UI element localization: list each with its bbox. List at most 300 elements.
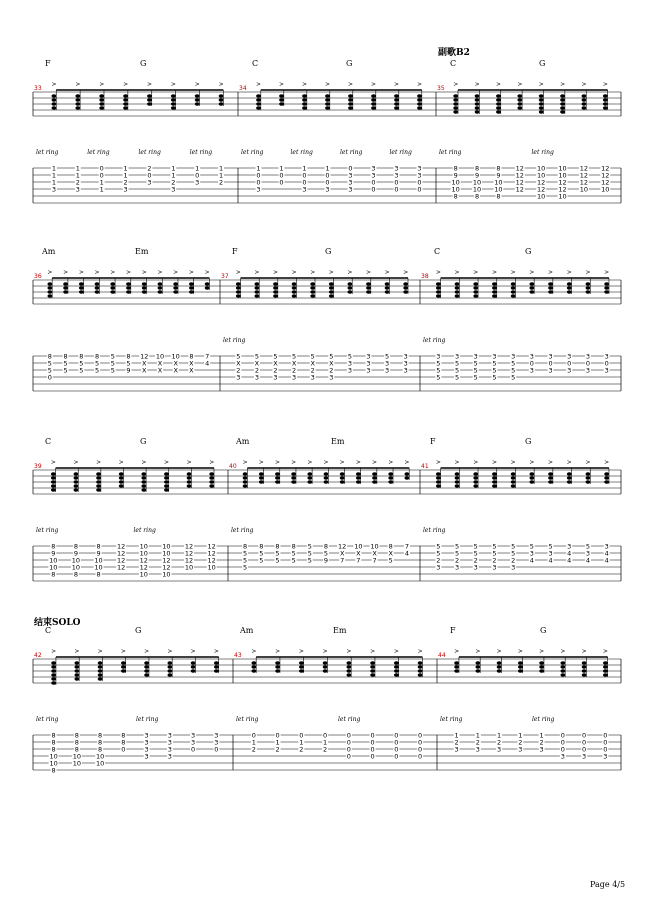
fret-number: 5 <box>243 563 248 572</box>
fret-number: 12 <box>140 352 149 361</box>
fret-number: 7 <box>340 556 345 565</box>
notehead <box>51 677 56 680</box>
accent-mark: > <box>560 81 566 88</box>
notehead <box>209 480 214 483</box>
fret-number: 8 <box>74 745 79 754</box>
fret-number: 5 <box>126 359 131 368</box>
fret-number: X <box>356 549 361 558</box>
notehead <box>517 94 522 97</box>
notehead <box>219 94 224 97</box>
notehead <box>324 472 329 475</box>
fret-number: 5 <box>473 549 478 558</box>
fret-number: 3 <box>366 352 371 361</box>
notehead <box>51 488 56 491</box>
notehead <box>511 472 516 475</box>
notehead <box>299 669 304 672</box>
notehead <box>436 294 441 297</box>
fret-number: 0 <box>394 745 399 754</box>
fret-number: 0 <box>371 178 376 187</box>
fret-number: 5 <box>511 542 516 551</box>
fret-number: 10 <box>95 752 105 761</box>
notehead <box>586 480 591 483</box>
accent-mark: > <box>302 81 308 88</box>
accent-mark: > <box>474 81 480 88</box>
accent-mark: > <box>47 269 53 276</box>
notehead <box>167 665 172 668</box>
fret-number: 3 <box>436 563 441 572</box>
accent-mark: > <box>63 269 69 276</box>
notehead <box>142 282 147 285</box>
fret-number: X <box>339 549 345 558</box>
fret-number: 0 <box>346 731 351 740</box>
fret-number: 12 <box>601 171 610 180</box>
accent-mark: > <box>144 648 150 655</box>
fret-number: 5 <box>292 352 297 361</box>
notehead <box>310 290 315 293</box>
fret-number: 2 <box>236 366 241 375</box>
notehead <box>548 290 553 293</box>
let-ring-label: let ring <box>340 149 363 156</box>
notehead <box>329 286 334 289</box>
fret-number: 5 <box>275 556 280 565</box>
page-number: Page 4/5 <box>590 880 626 889</box>
notehead <box>275 665 280 668</box>
notehead <box>372 476 377 479</box>
fret-number: 3 <box>492 352 497 361</box>
notehead <box>496 98 501 101</box>
accent-mark: > <box>539 648 545 655</box>
fret-number: 5 <box>454 359 460 368</box>
fret-number: 0 <box>548 359 553 368</box>
notehead <box>454 669 459 672</box>
fret-number: 8 <box>98 745 103 754</box>
fret-number: 3 <box>75 185 80 194</box>
notehead <box>74 673 79 676</box>
fret-number: 2 <box>497 738 502 747</box>
notehead <box>539 110 544 113</box>
notehead <box>403 290 408 293</box>
notehead <box>47 294 52 297</box>
notehead <box>473 282 478 285</box>
fret-number: 10 <box>451 178 460 187</box>
fret-number: 0 <box>47 373 52 382</box>
fret-number: 9 <box>474 171 480 180</box>
notehead <box>560 673 565 676</box>
fret-number: 10 <box>49 759 58 768</box>
notehead <box>603 665 608 668</box>
accent-mark: > <box>366 269 372 276</box>
notehead <box>340 480 345 483</box>
notehead <box>96 476 101 479</box>
fret-number: 2 <box>147 164 152 173</box>
section-label-chorus-b2: 副歌B2 <box>438 48 470 58</box>
fret-number: 1 <box>302 164 307 173</box>
notehead <box>243 484 248 487</box>
fret-number: 3 <box>144 745 149 754</box>
fret-number: 8 <box>453 164 458 173</box>
fret-number: 0 <box>394 178 399 187</box>
fret-number: 0 <box>585 359 591 368</box>
accent-mark: > <box>495 81 501 88</box>
notehead <box>436 476 441 479</box>
fret-number: 5 <box>259 549 264 558</box>
notehead <box>496 94 501 97</box>
measure-number: 36 <box>34 273 42 280</box>
notehead <box>189 282 194 285</box>
notehead <box>96 480 101 483</box>
notehead <box>191 669 196 672</box>
accent-mark: > <box>585 459 591 466</box>
notehead <box>604 282 609 285</box>
fret-number: 5 <box>310 352 315 361</box>
notehead <box>529 476 534 479</box>
fret-number: 5 <box>110 366 115 375</box>
notehead <box>517 98 522 101</box>
accent-mark: > <box>475 648 481 655</box>
fret-number: 12 <box>579 171 589 180</box>
notehead <box>529 282 534 285</box>
notehead <box>604 472 609 475</box>
let-ring-label: let ring <box>136 716 159 723</box>
notehead <box>529 290 534 293</box>
notehead <box>582 673 587 676</box>
notehead <box>255 290 260 293</box>
accent-mark: > <box>581 81 587 88</box>
fret-number: 2 <box>329 366 334 375</box>
fret-number: 3 <box>348 178 353 187</box>
fret-number: 2 <box>454 556 460 565</box>
notehead <box>529 286 534 289</box>
accent-mark: > <box>99 81 105 88</box>
fret-number: 3 <box>214 731 219 740</box>
notehead <box>366 282 371 285</box>
fret-number: 8 <box>63 352 68 361</box>
notehead <box>126 282 131 285</box>
notehead <box>560 94 565 97</box>
fret-number: 10 <box>537 192 546 201</box>
notehead <box>517 102 522 105</box>
notehead <box>455 282 460 285</box>
accent-mark: > <box>78 269 84 276</box>
fret-number: 3 <box>497 745 502 754</box>
fret-number: 9 <box>126 366 131 375</box>
fret-number: X <box>329 359 334 368</box>
accent-mark: > <box>97 648 103 655</box>
accent-mark: > <box>393 648 399 655</box>
fret-number: 3 <box>310 373 315 382</box>
fret-number: 3 <box>366 366 371 375</box>
accent-mark: > <box>585 269 591 276</box>
fret-number: 0 <box>325 171 330 180</box>
fret-number: 0 <box>560 745 565 754</box>
notehead <box>346 661 351 664</box>
notehead <box>119 476 124 479</box>
chord-name: G <box>325 247 332 256</box>
fret-number: 7 <box>372 556 377 565</box>
notehead <box>454 665 459 668</box>
fret-number: X <box>236 359 241 368</box>
fret-number: 12 <box>515 171 524 180</box>
fret-number: 0 <box>582 745 587 754</box>
accent-mark: > <box>403 269 409 276</box>
notehead <box>75 98 80 101</box>
notehead <box>539 102 544 105</box>
fret-number: 12 <box>207 556 216 565</box>
fret-number: 5 <box>79 366 84 375</box>
accent-mark: > <box>186 459 192 466</box>
accent-mark: > <box>566 459 572 466</box>
accent-mark: > <box>75 81 81 88</box>
accent-mark: > <box>242 459 248 466</box>
fret-number: 3 <box>529 352 534 361</box>
accent-mark: > <box>517 81 523 88</box>
accent-mark: > <box>167 648 173 655</box>
notehead <box>372 472 377 475</box>
notehead <box>51 480 56 483</box>
fret-number: 3 <box>417 164 422 173</box>
fret-number: 8 <box>96 570 101 579</box>
fret-number: 1 <box>99 178 104 187</box>
notehead <box>492 480 497 483</box>
fret-number: 10 <box>472 178 482 187</box>
notehead <box>539 669 544 672</box>
notehead <box>492 484 497 487</box>
notehead <box>348 98 353 101</box>
notehead <box>455 290 460 293</box>
fret-number: 5 <box>273 352 278 361</box>
notehead <box>275 480 280 483</box>
notehead <box>418 665 423 668</box>
notehead <box>302 94 307 97</box>
notehead <box>455 294 460 297</box>
fret-number: 3 <box>347 366 352 375</box>
notehead <box>141 488 146 491</box>
notehead <box>371 98 376 101</box>
accent-mark: > <box>126 269 132 276</box>
chord-name: C <box>45 437 52 446</box>
notehead <box>173 286 178 289</box>
notehead <box>394 669 399 672</box>
fret-number: 0 <box>418 731 423 740</box>
notehead <box>370 661 375 664</box>
fret-number: 3 <box>567 366 572 375</box>
notehead <box>141 472 146 475</box>
notehead <box>189 286 194 289</box>
notehead <box>167 661 172 664</box>
notehead <box>582 98 587 101</box>
notehead <box>356 480 361 483</box>
notehead <box>325 98 330 101</box>
accent-mark: > <box>50 459 56 466</box>
fret-number: 12 <box>515 164 524 173</box>
notehead <box>98 677 103 680</box>
notehead <box>74 476 79 479</box>
fret-number: 5 <box>254 352 259 361</box>
fret-number: 0 <box>603 745 608 754</box>
notehead <box>394 673 399 676</box>
notehead <box>497 661 502 664</box>
fret-number: 5 <box>347 352 352 361</box>
notehead <box>394 94 399 97</box>
fret-number: 3 <box>454 563 460 572</box>
notehead <box>79 290 84 293</box>
fret-number: 5 <box>110 352 115 361</box>
fret-number: 3 <box>454 745 459 754</box>
fret-number: 3 <box>518 745 523 754</box>
notehead <box>582 102 587 105</box>
fret-number: 1 <box>123 164 128 173</box>
accent-mark: > <box>372 459 378 466</box>
fret-number: 0 <box>346 745 351 754</box>
let-ring-label: let ring <box>423 337 446 344</box>
fret-number: 5 <box>291 556 296 565</box>
fret-number: 3 <box>394 171 399 180</box>
notehead <box>189 290 194 293</box>
fret-number: 0 <box>346 738 351 747</box>
notehead <box>74 669 79 672</box>
notehead <box>255 282 260 285</box>
fret-number: 8 <box>51 745 56 754</box>
fret-number: 1 <box>323 738 328 747</box>
notehead <box>539 94 544 97</box>
chord-name: Am <box>42 247 56 256</box>
notehead <box>205 282 210 285</box>
accent-mark: > <box>218 81 224 88</box>
fret-number: 7 <box>404 542 409 551</box>
notehead <box>292 290 297 293</box>
fret-number: 8 <box>453 192 458 201</box>
measure-number: 38 <box>421 273 429 280</box>
notehead <box>209 476 214 479</box>
notehead <box>603 102 608 105</box>
notehead <box>141 480 146 483</box>
notehead <box>548 472 553 475</box>
notehead <box>324 476 329 479</box>
fret-number: 1 <box>475 731 480 740</box>
notehead <box>310 282 315 285</box>
notehead <box>394 102 399 105</box>
notehead <box>418 661 423 664</box>
fret-number: 2 <box>511 556 516 565</box>
fret-number: 1 <box>51 171 57 180</box>
fret-number: 8 <box>98 738 103 747</box>
accent-mark: > <box>323 459 329 466</box>
fret-number: 3 <box>371 171 376 180</box>
let-ring-label: let ring <box>36 149 59 156</box>
notehead <box>586 282 591 285</box>
notehead <box>187 472 192 475</box>
fret-number: 12 <box>207 549 216 558</box>
fret-number: 8 <box>189 352 194 361</box>
notehead <box>121 665 126 668</box>
accent-mark: > <box>454 459 460 466</box>
fret-number: 1 <box>299 738 304 747</box>
fret-number: 10 <box>71 556 81 565</box>
fret-number: 0 <box>417 185 422 194</box>
fret-number: 4 <box>585 556 591 565</box>
fret-number: 4 <box>404 549 409 558</box>
fret-number: 1 <box>256 164 261 173</box>
fret-number: 12 <box>338 542 347 551</box>
fret-number: 3 <box>492 563 497 572</box>
notehead <box>209 484 214 487</box>
fret-number: 5 <box>454 366 460 375</box>
accent-mark: > <box>454 269 460 276</box>
notehead <box>171 102 176 105</box>
fret-number: 12 <box>515 178 524 187</box>
notehead <box>560 669 565 672</box>
chord-name: G <box>346 59 353 68</box>
notehead <box>74 472 79 475</box>
fret-number: 3 <box>167 731 172 740</box>
notehead <box>251 665 256 668</box>
fret-number: 0 <box>275 731 280 740</box>
fret-number: 3 <box>144 731 149 740</box>
accent-mark: > <box>548 269 554 276</box>
notehead <box>454 661 459 664</box>
fret-number: 12 <box>117 556 126 565</box>
notehead <box>47 286 52 289</box>
notehead <box>603 94 608 97</box>
notehead <box>236 290 241 293</box>
notehead <box>121 661 126 664</box>
notehead <box>52 94 57 97</box>
notehead <box>394 665 399 668</box>
notehead <box>141 476 146 479</box>
fret-number: 3 <box>371 164 376 173</box>
notehead <box>405 476 410 479</box>
notehead <box>473 286 478 289</box>
fret-number: 0 <box>346 752 351 761</box>
accent-mark: > <box>173 269 179 276</box>
notehead <box>119 472 124 475</box>
let-ring-label: let ring <box>133 527 156 534</box>
notehead <box>436 484 441 487</box>
notehead <box>455 480 460 483</box>
notehead <box>99 102 104 105</box>
notehead <box>586 290 591 293</box>
fret-number: 12 <box>601 164 610 173</box>
fret-number: 0 <box>603 731 608 740</box>
notehead <box>110 290 115 293</box>
fret-number: 12 <box>117 563 126 572</box>
accent-mark: > <box>604 459 610 466</box>
notehead <box>167 669 172 672</box>
fret-number: 0 <box>604 359 609 368</box>
chord-name: Em <box>331 437 345 446</box>
notehead <box>604 476 609 479</box>
accent-mark: > <box>96 459 102 466</box>
accent-mark: > <box>517 648 523 655</box>
notehead <box>560 661 565 664</box>
notehead <box>455 476 460 479</box>
fret-number: 5 <box>436 366 441 375</box>
fret-number: 3 <box>256 185 261 194</box>
fret-number: 10 <box>49 556 58 565</box>
fret-number: 3 <box>511 563 516 572</box>
notehead <box>418 673 423 676</box>
notehead <box>236 294 241 297</box>
fret-number: 10 <box>558 171 567 180</box>
notehead <box>142 286 147 289</box>
fret-number: 1 <box>171 164 176 173</box>
notehead <box>403 282 408 285</box>
fret-number: 10 <box>162 570 171 579</box>
accent-mark: > <box>190 648 196 655</box>
fret-number: 10 <box>49 563 58 572</box>
notehead <box>603 669 608 672</box>
fret-number: 2 <box>492 556 497 565</box>
